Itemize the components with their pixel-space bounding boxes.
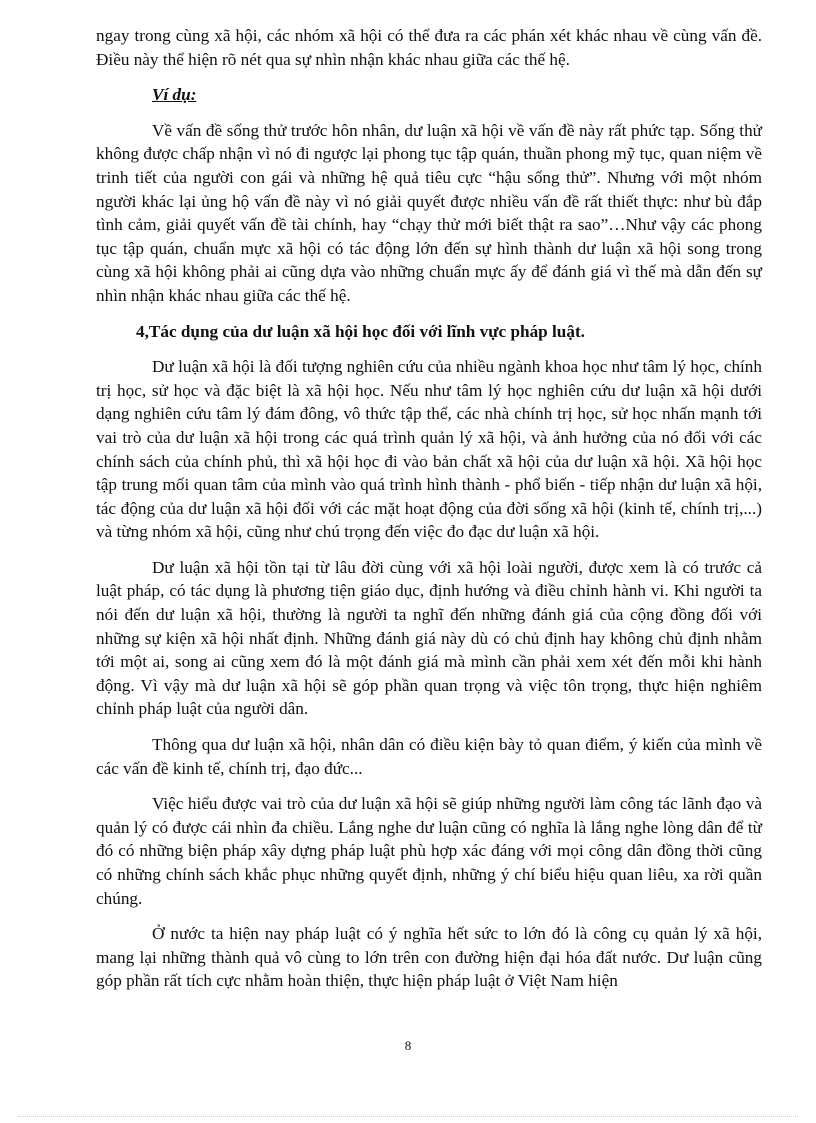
paragraph-cohabitation: Về vấn đề sống thử trước hôn nhân, dư luận xã hội về vấn đề này rất phức tạp. Sống thử không được chấp nhận vì nó đi ngược lại phong tục tập quán, thuần phong mỹ tục, quan niệm về trinh tiết của người con gái và những hệ quả tiêu cực “hậu sống thử”. Nhưng với một nhóm người khác lại ủng hộ vấn đề này vì nó giải quyết được nhiều vấn đề rất thiết thực: như bù đắp tình cảm, giải quyết vấn đề tài chính, hay “chạy thử mới biết thật ra sao”…Như vậy các phong tục tập quán, chuẩn mực xã hội có tác động lớn đến sự hình thành dư luận xã hội song trong cùng xã hội không phải ai cũng dựa vào những chuẩn mực ấy để đánh giá vì thế mà dẫn đến sự nhìn nhận khác nhau giữa các thế hệ. <box>96 120 762 305</box>
example-label: Ví dụ: <box>152 85 197 105</box>
paragraph-research-fields: Dư luận xã hội là đối tượng nghiên cứu của nhiều ngành khoa học như tâm lý học, chính trị học, sử học và đặc biệt là xã hội học. Nếu như tâm lý học nghiên cứu dư luận xã hội dưới dạng nghiên cứu tâm lý đám đông, vô thức tập thể, các nhà chính trị học, sử học nhấn mạnh tới vai trò của dư luận xã hội trong các quá trình quản lý xã hội, và ảnh hưởng của nó đối với các chính sách của chính phủ, thì xã hội học đi vào bản chất xã hội của dư luận xã hội. Xã hội học tập trung mối quan tâm của mình vào quá trình hình thành - phổ biến - tiếp nhận dư luận xã hội, tác động của dư luận xã hội đối với các mặt hoạt động của đời sống xã hội (kinh tế, chính trị,...) và từng nhóm xã hội, cũng như chú trọng đến việc đo đạc dư luận xã hội. <box>96 357 762 542</box>
paragraph-leadership: Việc hiểu được vai trò của dư luận xã hội sẽ giúp những người làm công tác lãnh đạo và quản lý có được cái nhìn đa chiều. Lắng nghe dư luận cũng có nghĩa là lắng nghe lòng dân để từ đó có những biện pháp xây dựng pháp luật phù hợp xác đáng với mọi công dân đồng thời cũng có những chính sách khắc phục những quyết định, những ý chí biểu hiệu quan liêu, xa rời quần chúng. <box>96 794 762 908</box>
section-heading: 4,Tác dụng của dư luận xã hội học đối với lĩnh vực pháp luật. <box>136 321 585 341</box>
page-number: 8 <box>404 1038 412 1053</box>
paragraph-expression: Thông qua dư luận xã hội, nhân dân có điều kiện bày tỏ quan điểm, ý kiến của mình về các vấn đề kinh tế, chính trị, đạo đức... <box>96 735 762 778</box>
paragraph-history: Dư luận xã hội tồn tại từ lâu đời cùng với xã hội loài người, được xem là có trước cả luật pháp, có tác dụng là phương tiện giáo dục, định hướng và điều chỉnh hành vi. Khi người ta nói đến dư luận xã hội, thường là người ta nghĩ đến những đánh giá của cộng đồng đối với những sự kiện xã hội nhất định. Những đánh giá này dù có chủ định hay không chủ định nhằm tới một ai, song ai cũng xem đó là một đánh giá mà mình cần phải xem xét đến mỗi khi hành động. Vì vậy mà dư luận xã hội sẽ góp phần quan trọng và việc tôn trọng, thực hiện nghiêm chỉnh pháp luật của người dân. <box>96 557 762 719</box>
page-bottom-divider <box>18 1116 798 1117</box>
document-page <box>96 24 762 1005</box>
paragraph-vietnam-law: Ở nước ta hiện nay pháp luật có ý nghĩa hết sức to lớn đó là công cụ quản lý xã hội, mang lại những thành quả vô cùng to lớn trên con đường hiện đại hóa đất nước. Dư luận cũng góp phần rất tích cực nhằm hoàn thiện, thực hiện pháp luật ở Việt Nam hiện <box>96 924 762 991</box>
paragraph-continued: ngay trong cùng xã hội, các nhóm xã hội có thể đưa ra các phán xét khác nhau về cùng vấn đề. Điều này thể hiện rõ nét qua sự nhìn nhận khác nhau giữa các thế hệ. <box>96 26 762 69</box>
